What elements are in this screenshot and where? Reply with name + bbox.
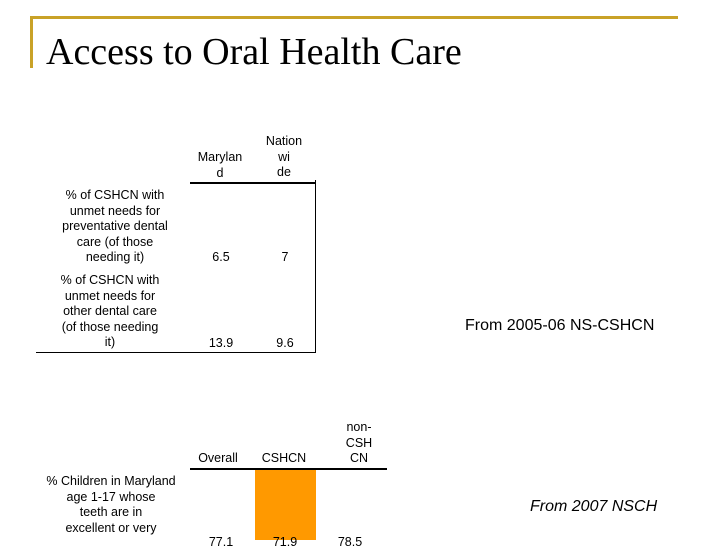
table1-row2-nationwide: 9.6 <box>276 336 294 350</box>
title-rule-left <box>30 16 33 68</box>
table1-row1-nationwide: 7 <box>281 250 289 264</box>
table1-bottom-rule <box>36 352 316 353</box>
table2-header-non-cshcn: non- CSH CN <box>345 420 373 465</box>
table1-row2-label: % of CSHCN with unmet needs for other dental care (of those needing it) <box>60 273 160 349</box>
table2-row1-cshcn: 71.9 <box>272 535 298 549</box>
table2-row1-label: % Children in Maryland age 1-17 whose teeth are in excellent or very <box>46 474 176 535</box>
table2-header-overall: Overall <box>198 451 238 465</box>
table2-source-note: From 2007 NSCH <box>530 498 658 515</box>
table1-row2-maryland: 13.9 <box>208 336 234 350</box>
table1-right-border <box>315 180 316 353</box>
table1-row1-maryland: 6.5 <box>212 250 230 264</box>
title-rule-top <box>30 16 678 19</box>
table2-row1-overall: 77.1 <box>208 535 234 549</box>
table1-header-rule <box>190 182 316 184</box>
slide-title: Access to Oral Health Care <box>46 31 462 73</box>
table1-header-maryland: Marylan d <box>197 150 243 180</box>
table2-row1-non-cshcn: 78.5 <box>337 535 363 549</box>
table1-header-nationwide: Nation wi de <box>265 134 303 179</box>
table2-header-rule <box>190 468 387 470</box>
table1-row-gap <box>40 268 190 269</box>
table1-source-note: From 2005-06 NS-CSHCN <box>465 317 655 334</box>
table2-header-cshcn: CSHCN <box>261 451 307 465</box>
table1-row1-label: % of CSHCN with unmet needs for preventative dental care (of those needing it) <box>62 188 168 264</box>
table2-cshcn-highlight <box>255 470 316 540</box>
